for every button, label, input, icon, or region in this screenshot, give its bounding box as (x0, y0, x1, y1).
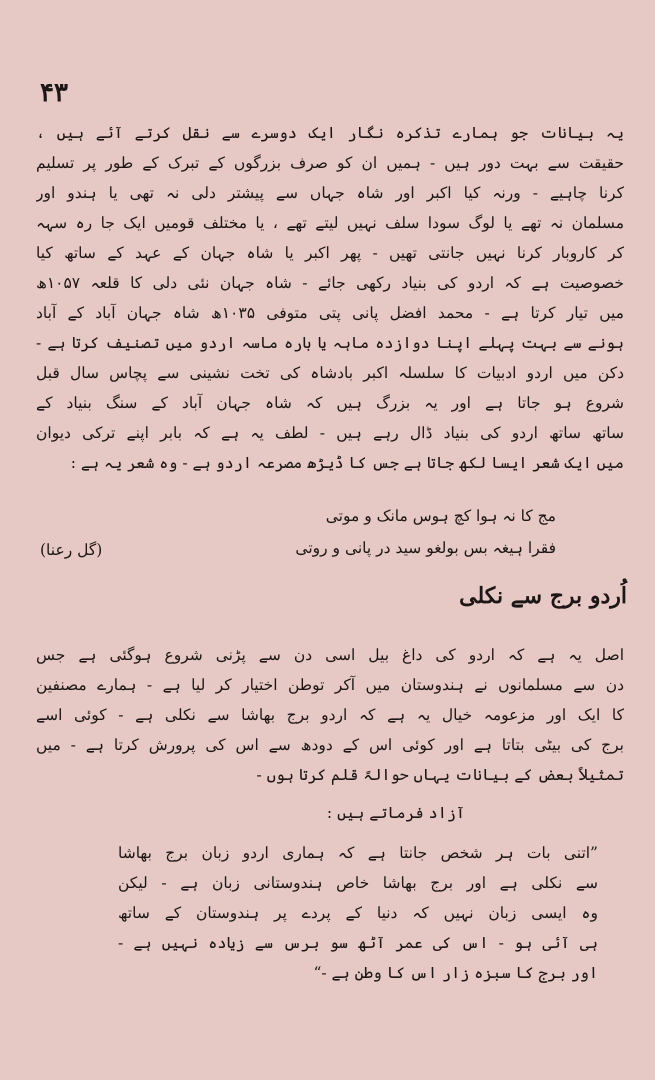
verse-block (36, 500, 556, 564)
text-line: یہ بیانات جو ہمارے تذکرہ نگار ایک دوسرے سے نقل کرتے آئے ہیں ، (36, 124, 624, 142)
text-line: خصوصیت ہے کہ اردو کی بنیاد رکھی جائے - شاہ جہان نئی دلی کا قلعہ ۱۰۵۷ھ (36, 274, 624, 292)
text-line: ساتھ ساتھ اردو کی بنیاد ڈال رہے ہیں - لطف یہ ہے کہ بابر اپنے ترکی دیوان (36, 424, 624, 442)
text-line: میں ایک شعر ایسا لکھ جاتا ہے جس کا ڈیڑھ مصرعہ اردو ہے - وہ شعر یہ ہے : (70, 454, 624, 472)
section-heading: اُردو برج سے نکلی (459, 583, 627, 609)
text-line: برج کی بیٹی بتاتا ہے اور کوئی اس کے دودھ سے اس کی پرورش کرتا ہے - میں (36, 736, 624, 754)
quote-line: ہی آئی ہو - اس کی عمر آٹھ سو برس سے زیادہ نہیں ہے - (118, 934, 598, 952)
text-line: کا ایک اور مزعومہ خیال یہ ہے کہ اردو برج بھاشا سے نکلی ہے - کوئی اسے (36, 706, 624, 724)
body-paragraph (36, 640, 624, 790)
text-line: کرنا چاہیے - ورنہ کیا اکبر اور شاہ جہاں سے پیشتر دلی نہ تھی یا ہندو اور (36, 184, 624, 202)
text-line: دکن میں اردو ادبیات کا سلسلہ اکبر بادشاہ کی تخت نشینی سے پچاس سال قبل (36, 364, 624, 382)
text-line: تمثیلاً بعض کے بیانات یہاں حوالہً قلم کرتا ہوں - (256, 766, 624, 784)
quote-line: سے نکلی ہے اور برج بھاشا خاص ہندوستانی زبان ہے - لیکن (118, 874, 598, 892)
text-line: میں تیار کرتا ہے - محمد افضل پانی پتی متوفی ۱۰۳۵ھ شاہ جہان آباد کے آباد (36, 304, 624, 322)
text-line: ہونے سے بہت پہلے اپنا دوازدہ ماہہ یا بارہ ماسہ اردو میں تصنیف کرتا ہے - (36, 334, 624, 352)
verse-line: مج کا نہ ہوا کچ ہوس مانک و موتی (325, 507, 556, 525)
text-line: حقیقت سے بہت دور ہیں - ہمیں ان کو صرف بزرگوں کے تبرک کے طور پر تسلیم (36, 154, 624, 172)
text-line: مسلمان نہ تھے یا لوگ سودا سلف نہیں لیتے تھے ، یا مختلف قومیں ایک جا رہ سہہ (36, 214, 624, 232)
intro-paragraph (36, 118, 624, 478)
verse-source: (گل رعنا) (40, 541, 103, 559)
quote-line: ”اتنی بات ہر شخص جانتا ہے کہ ہماری اردو زبان برج بھاشا (118, 844, 598, 862)
quote-intro: آزاد فرماتے ہیں : (326, 804, 465, 822)
page-number: ۴۳ (40, 78, 68, 108)
block-quote (118, 838, 598, 988)
text-line: دن سے مسلمانوں نے ہندوستان میں آکر توطن اختیار کر لیا ہے - ہمارے مصنفین (36, 676, 624, 694)
verse-line: فقرا ہیغہ بس بولغو سید در پانی و روتی (295, 539, 556, 557)
text-line: اصل یہ ہے کہ اردو کی داغ بیل اسی دن سے پڑنی شروع ہوگئی ہے جس (36, 646, 624, 664)
text-line: کر کاروبار کرنا نہیں جانتی تھیں - پھر اکبر یا شاہ جہان کے عہد کے ساتھ کیا (36, 244, 624, 262)
quote-line: اور برج کا سبزہ زار اس کا وطن ہے -“ (313, 964, 598, 982)
quote-line: وہ ایسی زبان نہیں کہ دنیا کے پردے پر ہندوستان کے ساتھ (118, 904, 598, 922)
text-line: شروع ہو جاتا ہے اور یہ بزرگ ہیں کہ شاہ جہان آباد کے سنگ بنیاد کے (36, 394, 624, 412)
